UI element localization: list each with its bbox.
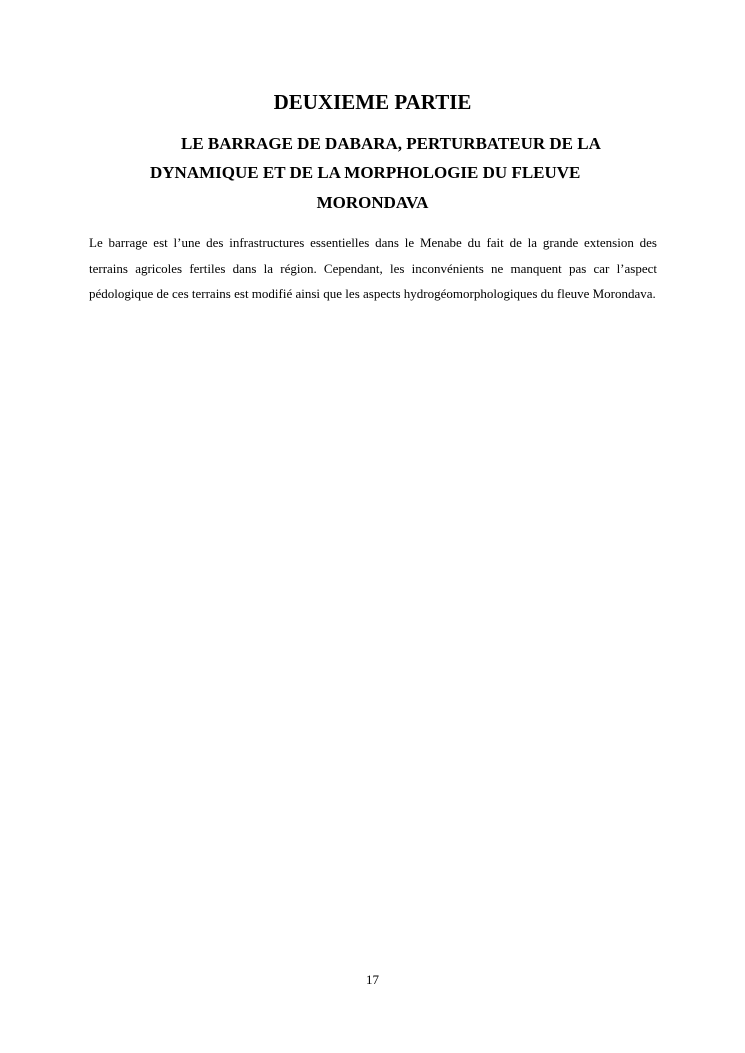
part-title: DEUXIEME PARTIE xyxy=(273,90,472,114)
section-title-line-1: LE BARRAGE DE DABARA, PERTURBATEUR DE LA xyxy=(181,134,601,153)
section-title-line-3: MORONDAVA xyxy=(316,193,429,212)
section-title-line-2: DYNAMIQUE ET DE LA MORPHOLOGIE DU FLEUVE xyxy=(150,163,581,182)
intro-paragraph: Le barrage est l’une des infrastructures essentielles dans le Menabe du fait de la grande extension des terrains agricoles fertiles dans la région. Cependant, les inconvénients ne manquent pas car l’aspect pédologique de ces terrains est modifié ainsi que les aspects hydrogéomorphologiques du fleuve Morondava. xyxy=(89,235,657,301)
page-number: 17 xyxy=(366,972,379,987)
